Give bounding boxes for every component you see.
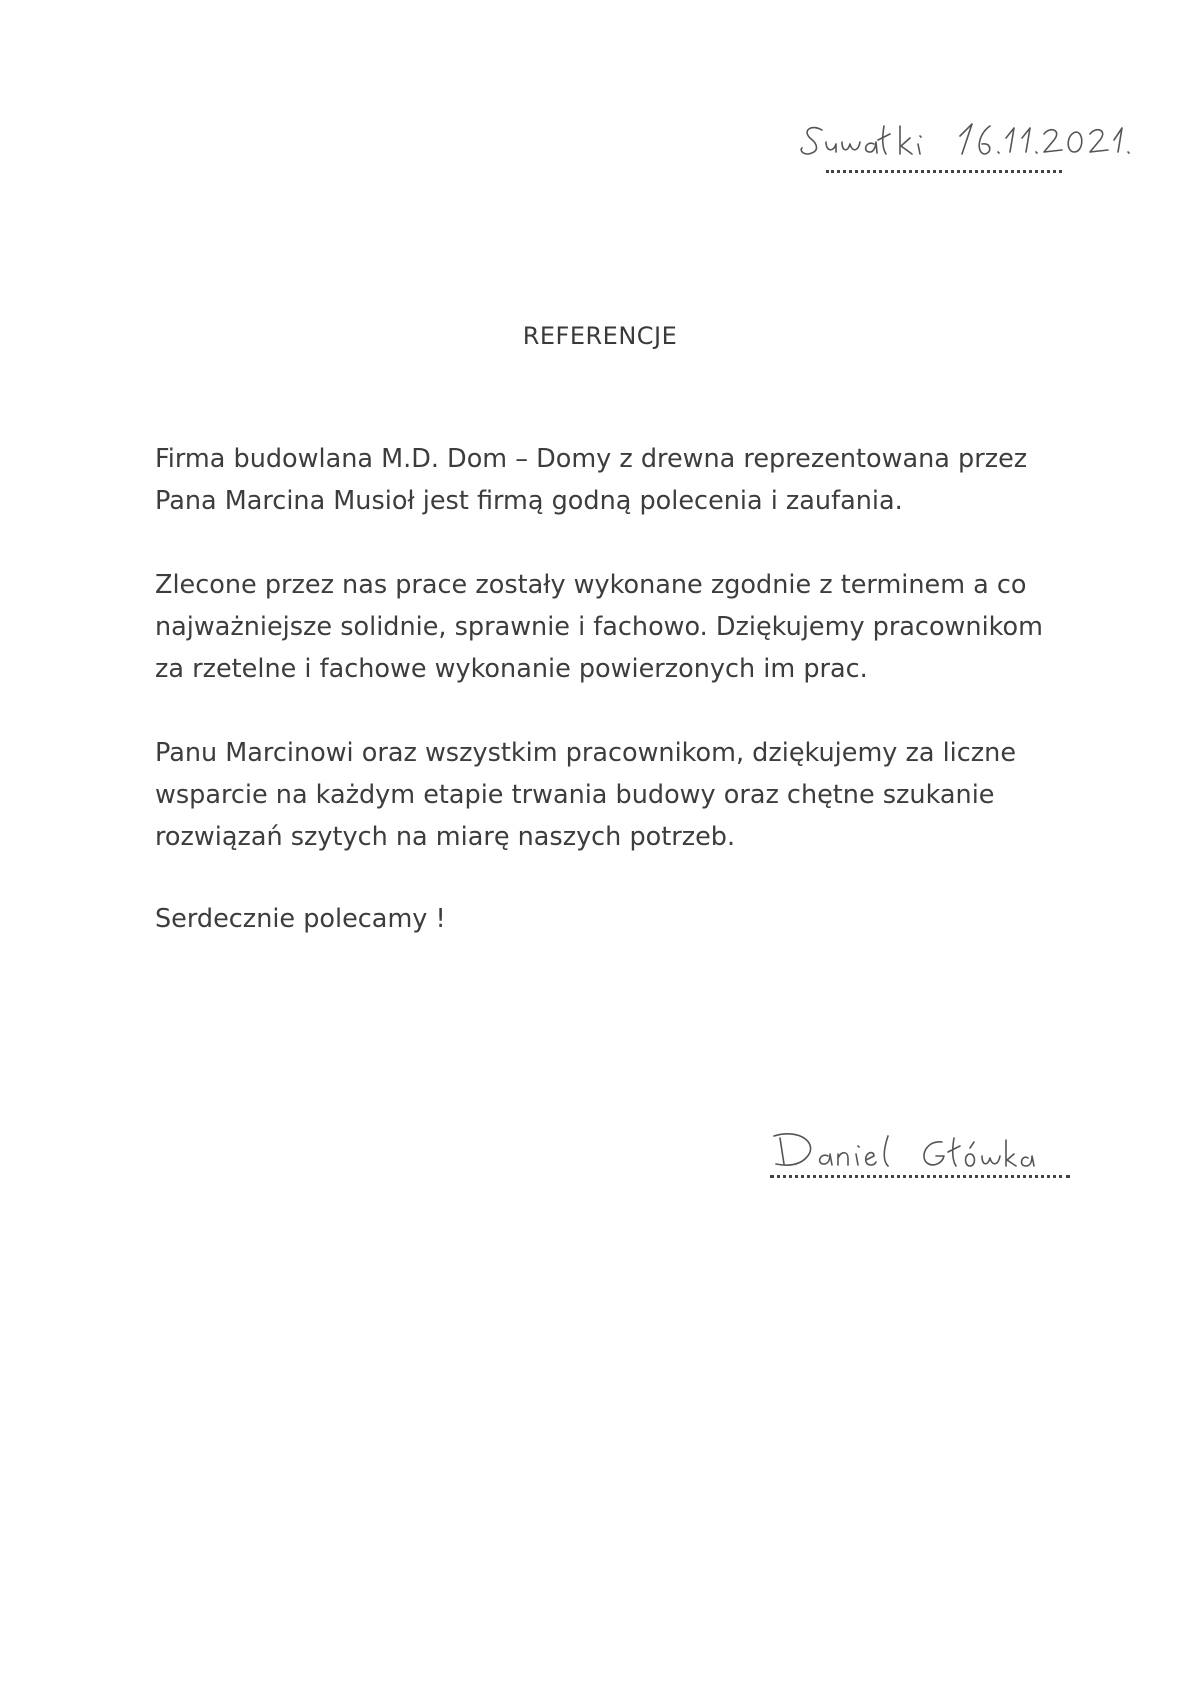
paragraph-line: wsparcie na każdym etapie trwania budowy oraz chętne szukanie — [155, 780, 995, 810]
signature-handwriting-icon — [770, 1120, 1070, 1180]
handwritten-signature — [770, 1120, 1070, 1180]
paragraph-line: rozwiązań szytych na miarę naszych potrzeb. — [155, 822, 736, 852]
document-title: REFERENCJE — [522, 322, 678, 350]
paragraph-line: najważniejsze solidnie, sprawnie i fachowo. Dziękujemy pracownikom — [155, 612, 1043, 642]
place-date-dotted-line — [826, 170, 1062, 173]
paragraph-line: Zlecone przez nas prace zostały wykonane zgodnie z terminem a co — [155, 570, 1027, 600]
paragraph-3 — [155, 732, 1075, 858]
paragraph-line: za rzetelne i fachowe wykonanie powierzonych im prac. — [155, 654, 868, 684]
paragraph-1 — [155, 438, 1075, 522]
paragraph-line: Firma budowlana M.D. Dom – Domy z drewna reprezentowana przez — [155, 444, 1028, 474]
paragraph-line: Serdecznie polecamy ! — [155, 904, 446, 934]
paragraph-line: Panu Marcinowi oraz wszystkim pracownikom, dziękujemy za liczne — [155, 738, 1017, 768]
paragraph-line: Pana Marcina Musioł jest firmą godną polecenia i zaufania. — [155, 486, 903, 516]
paragraph-2 — [155, 564, 1075, 690]
paragraph-4 — [155, 898, 1075, 940]
signature-dotted-line — [770, 1175, 1070, 1178]
